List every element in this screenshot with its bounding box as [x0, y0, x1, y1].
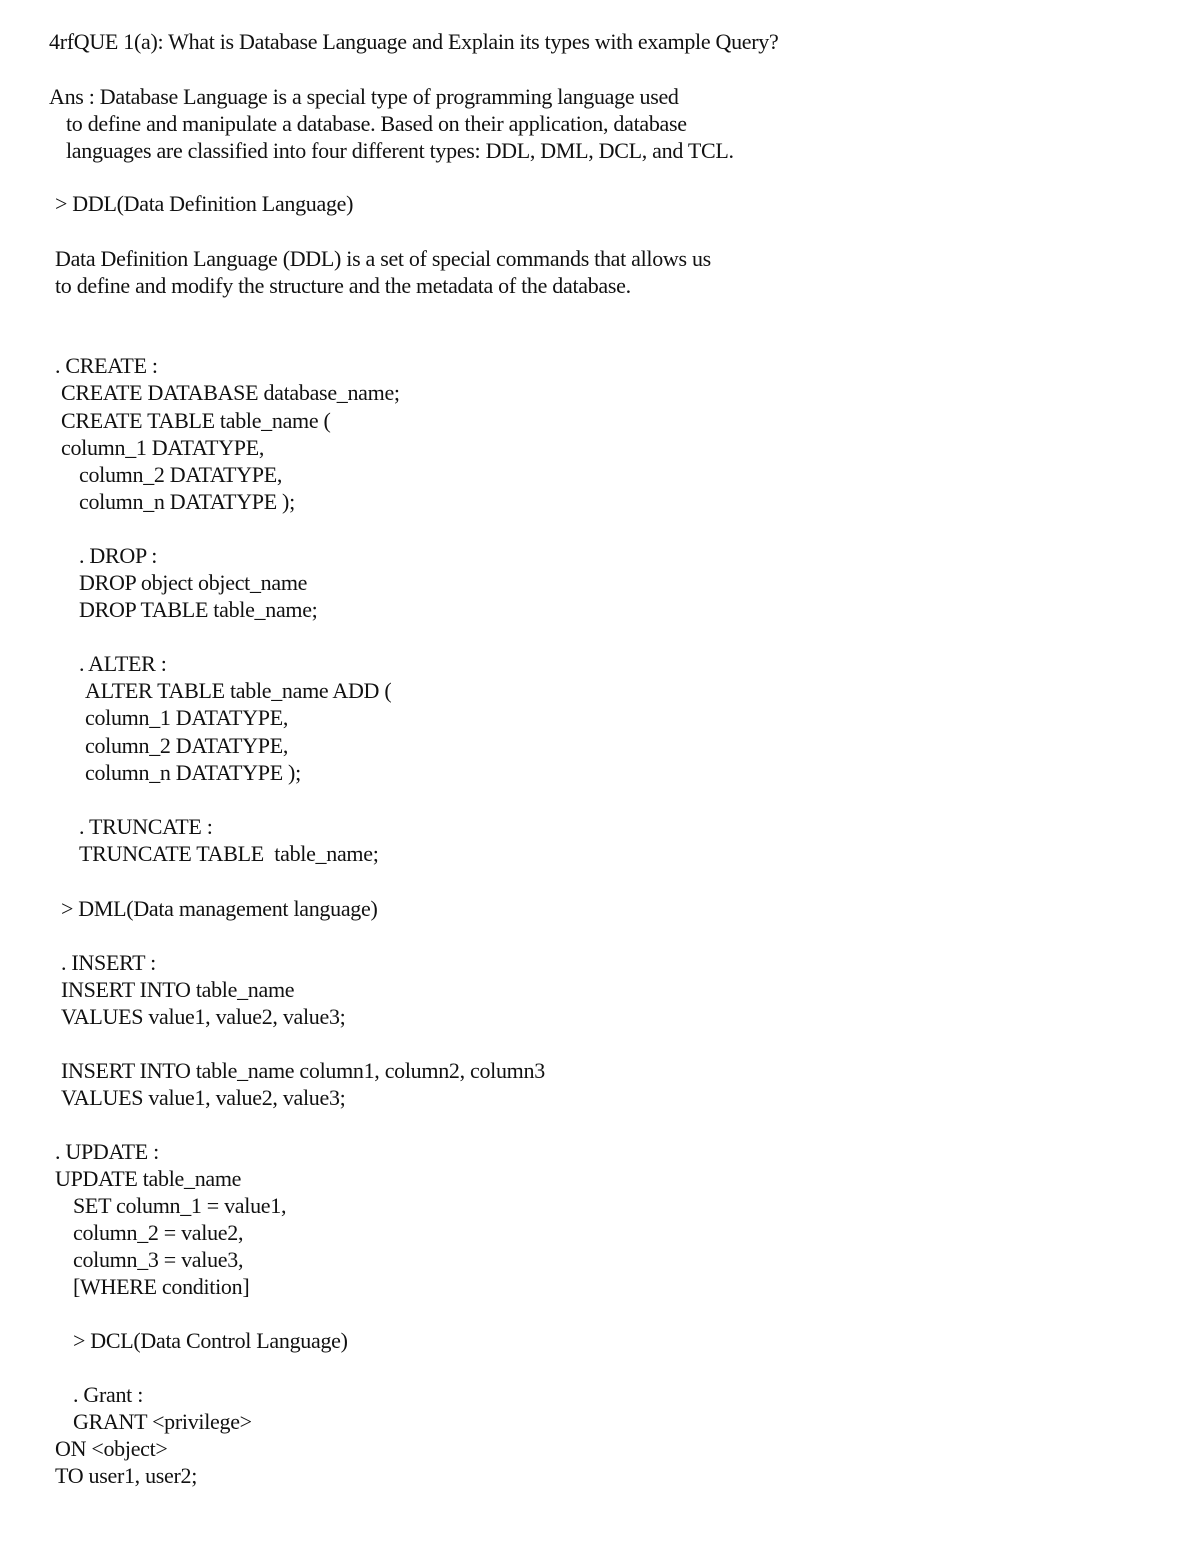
- ddl-description-line: to define and modify the structure and the metadata of the database.: [55, 273, 631, 298]
- code-line: column_1 DATATYPE,: [61, 435, 265, 460]
- code-line: VALUES value1, value2, value3;: [61, 1004, 346, 1029]
- code-line: ON <object>: [55, 1436, 168, 1461]
- code-line: column_n DATATYPE );: [85, 760, 301, 785]
- insert-label: . INSERT :: [61, 950, 156, 975]
- code-line: column_1 DATATYPE,: [85, 705, 289, 730]
- truncate-label: . TRUNCATE :: [79, 814, 213, 839]
- code-line: INSERT INTO table_name column1, column2, column3: [61, 1058, 545, 1083]
- code-line: INSERT INTO table_name: [61, 977, 295, 1002]
- create-label: . CREATE :: [55, 353, 158, 378]
- code-line: VALUES value1, value2, value3;: [61, 1085, 346, 1110]
- code-line: DROP object object_name: [79, 570, 308, 595]
- code-line: column_2 DATATYPE,: [79, 462, 283, 487]
- code-line: CREATE DATABASE database_name;: [61, 380, 400, 405]
- code-line: column_2 = value2,: [73, 1220, 244, 1245]
- code-line: CREATE TABLE table_name (: [61, 408, 331, 433]
- code-line: DROP TABLE table_name;: [79, 597, 318, 622]
- code-line: column_3 = value3,: [73, 1247, 244, 1272]
- answer-line: languages are classified into four different types: DDL, DML, DCL, and TCL.: [66, 138, 734, 163]
- update-label: . UPDATE :: [55, 1139, 159, 1164]
- alter-label: . ALTER :: [79, 651, 167, 676]
- ddl-heading: > DDL(Data Definition Language): [55, 191, 354, 216]
- code-line: ALTER TABLE table_name ADD (: [85, 678, 392, 703]
- code-line: GRANT <privilege>: [73, 1409, 252, 1434]
- question-heading: 4rfQUE 1(a): What is Database Language and Explain its types with example Query?: [49, 29, 779, 54]
- answer-line: Ans : Database Language is a special type of programming language used: [49, 84, 679, 109]
- code-line: TO user1, user2;: [55, 1463, 198, 1488]
- ddl-description-line: Data Definition Language (DDL) is a set of special commands that allows us: [55, 246, 711, 271]
- code-line: column_n DATATYPE );: [79, 489, 295, 514]
- code-line: UPDATE table_name: [55, 1166, 242, 1191]
- answer-line: to define and manipulate a database. Based on their application, database: [66, 111, 687, 136]
- grant-label: . Grant :: [73, 1382, 144, 1407]
- code-line: column_2 DATATYPE,: [85, 733, 289, 758]
- code-line: SET column_1 = value1,: [73, 1193, 287, 1218]
- dcl-heading: > DCL(Data Control Language): [73, 1328, 348, 1353]
- code-line: TRUNCATE TABLE table_name;: [79, 841, 379, 866]
- dml-heading: > DML(Data management language): [61, 896, 378, 921]
- drop-label: . DROP :: [79, 543, 158, 568]
- code-line: [WHERE condition]: [73, 1274, 250, 1299]
